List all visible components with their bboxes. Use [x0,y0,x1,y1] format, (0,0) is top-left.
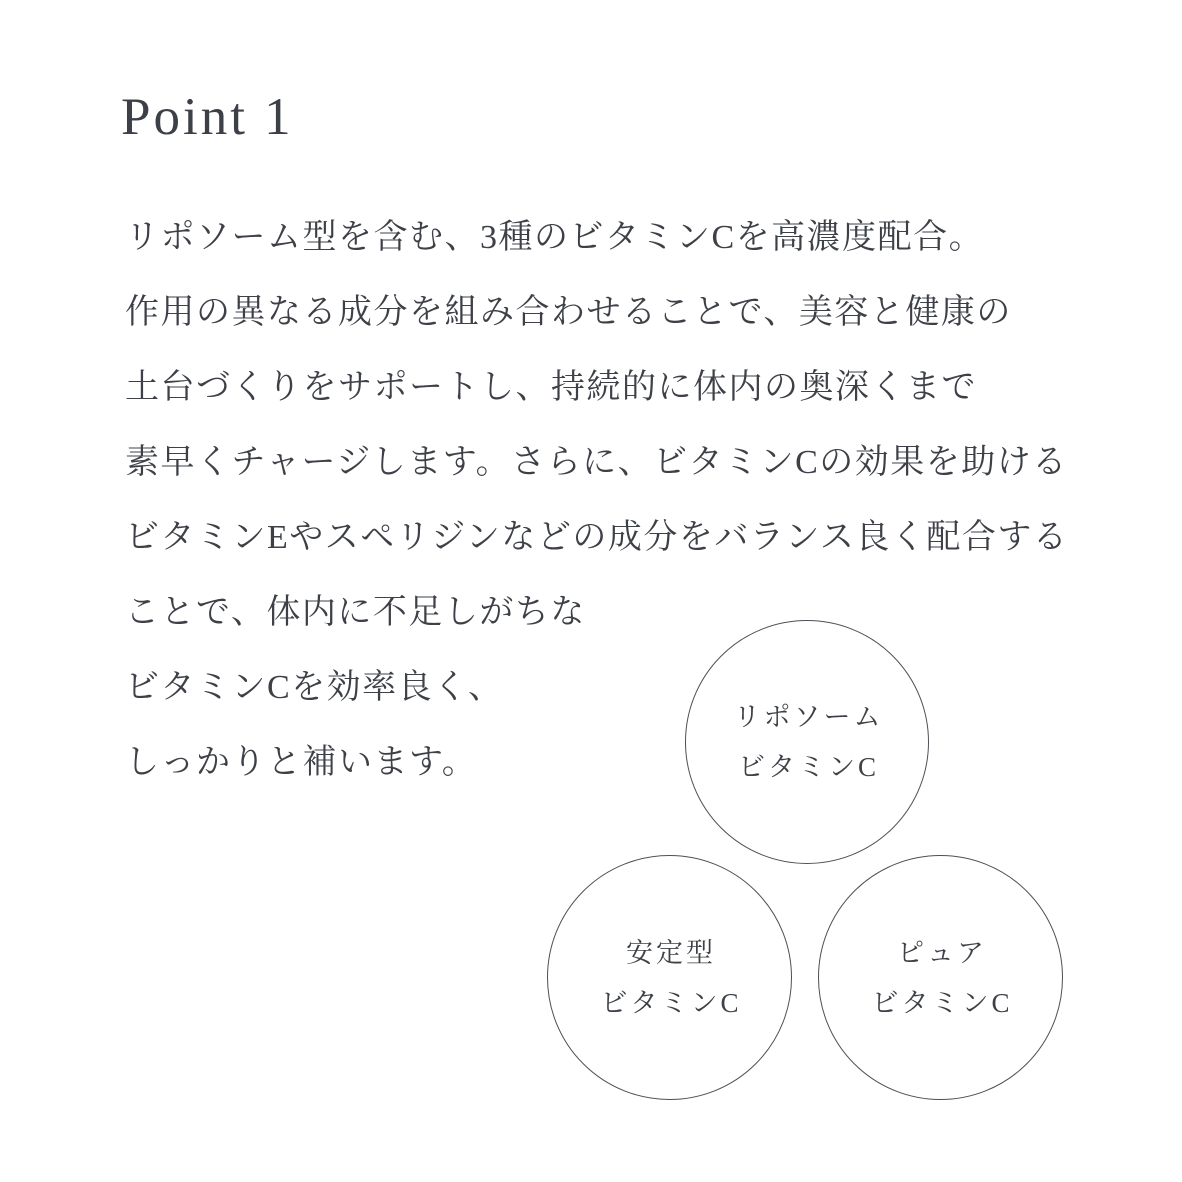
circle-label-line-2: ビタミンC [600,987,742,1018]
paragraph-line-5: ビタミンEやスペリジンなどの成分をバランス良く配合する [125,519,1069,556]
circle-label-line-1: リポソーム [733,702,884,732]
point-heading: Point 1 [121,88,294,146]
description-paragraph [125,200,1135,800]
circle-pure-vitamin-c [818,855,1063,1100]
paragraph-line-4: 素早くチャージします。さらに、ビタミンCの効果を助ける [125,444,1068,481]
paragraph-line-7: ビタミンCを効率良く、 [125,669,504,706]
paragraph-line-8: しっかりと補います。 [125,744,478,781]
circle-label-line-1: ピュア [897,937,987,968]
paragraph-line-2: 作用の異なる成分を組み合わせることで、美容と健康の [125,294,1012,331]
paragraph-line-1: リポソーム型を含む、3種のビタミンCを高濃度配合。 [125,219,985,256]
paragraph-line-3: 土台づくりをサポートし、持続的に体内の奥深くまで [125,369,977,406]
circle-label-line-2: ビタミンC [871,987,1013,1018]
circle-stabilized-vitamin-c [547,855,792,1100]
circle-liposome-vitamin-c [685,620,929,864]
paragraph-line-6: ことで、体内に不足しがちな [125,594,586,631]
circle-label-line-2: ビタミンC [737,752,879,782]
circle-label-line-1: 安定型 [626,937,716,968]
